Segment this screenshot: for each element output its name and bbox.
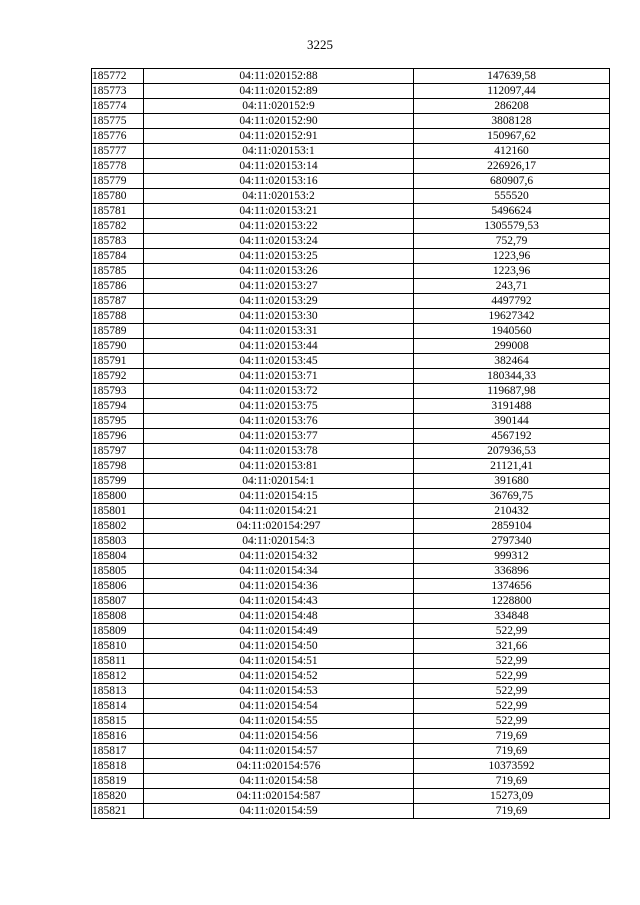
- row-number-cell: 185790: [92, 339, 144, 354]
- cadastral-number-cell: 04:11:020152:88: [144, 69, 414, 84]
- row-number-cell: 185804: [92, 549, 144, 564]
- table-row: [92, 699, 610, 714]
- row-number-cell: 185815: [92, 714, 144, 729]
- table-row: [92, 189, 610, 204]
- table-row: [92, 414, 610, 429]
- row-number-cell: 185788: [92, 309, 144, 324]
- value-cell: 3191488: [414, 399, 610, 414]
- value-cell: 19627342: [414, 309, 610, 324]
- cadastral-number-cell: 04:11:020153:77: [144, 429, 414, 444]
- cadastral-number-cell: 04:11:020154:21: [144, 504, 414, 519]
- row-number-cell: 185796: [92, 429, 144, 444]
- cadastral-number-cell: 04:11:020153:25: [144, 249, 414, 264]
- table-row: [92, 114, 610, 129]
- registry-table-body: [92, 69, 610, 819]
- cadastral-number-cell: 04:11:020154:576: [144, 759, 414, 774]
- table-row: [92, 219, 610, 234]
- table-row: [92, 339, 610, 354]
- table-row: [92, 249, 610, 264]
- value-cell: 243,71: [414, 279, 610, 294]
- value-cell: 752,79: [414, 234, 610, 249]
- cadastral-number-cell: 04:11:020154:53: [144, 684, 414, 699]
- cadastral-number-cell: 04:11:020152:89: [144, 84, 414, 99]
- table-row: [92, 789, 610, 804]
- row-number-cell: 185781: [92, 204, 144, 219]
- value-cell: 719,69: [414, 744, 610, 759]
- cadastral-number-cell: 04:11:020153:45: [144, 354, 414, 369]
- row-number-cell: 185808: [92, 609, 144, 624]
- table-row: [92, 594, 610, 609]
- table-row: [92, 774, 610, 789]
- cadastral-number-cell: 04:11:020154:3: [144, 534, 414, 549]
- table-row: [92, 99, 610, 114]
- cadastral-number-cell: 04:11:020153:72: [144, 384, 414, 399]
- row-number-cell: 185802: [92, 519, 144, 534]
- table-row: [92, 174, 610, 189]
- cadastral-number-cell: 04:11:020154:32: [144, 549, 414, 564]
- cadastral-number-cell: 04:11:020153:14: [144, 159, 414, 174]
- row-number-cell: 185820: [92, 789, 144, 804]
- row-number-cell: 185818: [92, 759, 144, 774]
- cadastral-number-cell: 04:11:020153:21: [144, 204, 414, 219]
- value-cell: 719,69: [414, 774, 610, 789]
- row-number-cell: 185789: [92, 324, 144, 339]
- table-row: [92, 714, 610, 729]
- row-number-cell: 185779: [92, 174, 144, 189]
- row-number-cell: 185809: [92, 624, 144, 639]
- row-number-cell: 185799: [92, 474, 144, 489]
- row-number-cell: 185794: [92, 399, 144, 414]
- table-row: [92, 264, 610, 279]
- cadastral-number-cell: 04:11:020154:43: [144, 594, 414, 609]
- cadastral-number-cell: 04:11:020153:1: [144, 144, 414, 159]
- table-row: [92, 519, 610, 534]
- value-cell: 4497792: [414, 294, 610, 309]
- row-number-cell: 185791: [92, 354, 144, 369]
- row-number-cell: 185773: [92, 84, 144, 99]
- cadastral-number-cell: 04:11:020154:51: [144, 654, 414, 669]
- row-number-cell: 185795: [92, 414, 144, 429]
- cadastral-number-cell: 04:11:020153:76: [144, 414, 414, 429]
- value-cell: 10373592: [414, 759, 610, 774]
- value-cell: 1374656: [414, 579, 610, 594]
- row-number-cell: 185806: [92, 579, 144, 594]
- table-row: [92, 474, 610, 489]
- cadastral-number-cell: 04:11:020153:24: [144, 234, 414, 249]
- table-row: [92, 144, 610, 159]
- row-number-cell: 185780: [92, 189, 144, 204]
- row-number-cell: 185787: [92, 294, 144, 309]
- row-number-cell: 185814: [92, 699, 144, 714]
- table-row: [92, 159, 610, 174]
- row-number-cell: 185793: [92, 384, 144, 399]
- cadastral-number-cell: 04:11:020153:81: [144, 459, 414, 474]
- value-cell: 2797340: [414, 534, 610, 549]
- cadastral-number-cell: 04:11:020154:48: [144, 609, 414, 624]
- cadastral-number-cell: 04:11:020153:26: [144, 264, 414, 279]
- value-cell: 382464: [414, 354, 610, 369]
- value-cell: 299008: [414, 339, 610, 354]
- cadastral-number-cell: 04:11:020154:15: [144, 489, 414, 504]
- cadastral-number-cell: 04:11:020154:59: [144, 804, 414, 819]
- value-cell: 522,99: [414, 669, 610, 684]
- cadastral-number-cell: 04:11:020153:44: [144, 339, 414, 354]
- row-number-cell: 185772: [92, 69, 144, 84]
- value-cell: 1223,96: [414, 264, 610, 279]
- row-number-cell: 185819: [92, 774, 144, 789]
- table-row: [92, 69, 610, 84]
- row-number-cell: 185807: [92, 594, 144, 609]
- row-number-cell: 185797: [92, 444, 144, 459]
- table-row: [92, 744, 610, 759]
- value-cell: 334848: [414, 609, 610, 624]
- value-cell: 391680: [414, 474, 610, 489]
- table-row: [92, 684, 610, 699]
- row-number-cell: 185800: [92, 489, 144, 504]
- cadastral-number-cell: 04:11:020153:16: [144, 174, 414, 189]
- cadastral-number-cell: 04:11:020154:54: [144, 699, 414, 714]
- table-row: [92, 384, 610, 399]
- row-number-cell: 185784: [92, 249, 144, 264]
- cadastral-number-cell: 04:11:020153:27: [144, 279, 414, 294]
- row-number-cell: 185782: [92, 219, 144, 234]
- row-number-cell: 185816: [92, 729, 144, 744]
- value-cell: 522,99: [414, 684, 610, 699]
- cadastral-number-cell: 04:11:020153:30: [144, 309, 414, 324]
- value-cell: 522,99: [414, 624, 610, 639]
- row-number-cell: 185798: [92, 459, 144, 474]
- row-number-cell: 185792: [92, 369, 144, 384]
- value-cell: 2859104: [414, 519, 610, 534]
- table-row: [92, 564, 610, 579]
- table-row: [92, 489, 610, 504]
- cadastral-number-cell: 04:11:020153:29: [144, 294, 414, 309]
- cadastral-number-cell: 04:11:020153:31: [144, 324, 414, 339]
- table-row: [92, 579, 610, 594]
- registry-table: [91, 68, 610, 819]
- value-cell: 555520: [414, 189, 610, 204]
- table-row: [92, 429, 610, 444]
- value-cell: 390144: [414, 414, 610, 429]
- value-cell: 680907,6: [414, 174, 610, 189]
- cadastral-number-cell: 04:11:020153:22: [144, 219, 414, 234]
- row-number-cell: 185801: [92, 504, 144, 519]
- cadastral-number-cell: 04:11:020154:36: [144, 579, 414, 594]
- table-row: [92, 654, 610, 669]
- value-cell: 210432: [414, 504, 610, 519]
- value-cell: 412160: [414, 144, 610, 159]
- row-number-cell: 185810: [92, 639, 144, 654]
- value-cell: 119687,98: [414, 384, 610, 399]
- row-number-cell: 185817: [92, 744, 144, 759]
- value-cell: 112097,44: [414, 84, 610, 99]
- table-row: [92, 279, 610, 294]
- table-row: [92, 294, 610, 309]
- cadastral-number-cell: 04:11:020154:49: [144, 624, 414, 639]
- value-cell: 3808128: [414, 114, 610, 129]
- table-row: [92, 549, 610, 564]
- value-cell: 522,99: [414, 714, 610, 729]
- row-number-cell: 185786: [92, 279, 144, 294]
- value-cell: 286208: [414, 99, 610, 114]
- table-row: [92, 354, 610, 369]
- value-cell: 180344,33: [414, 369, 610, 384]
- table-row: [92, 129, 610, 144]
- table-row: [92, 624, 610, 639]
- table-row: [92, 84, 610, 99]
- cadastral-number-cell: 04:11:020154:58: [144, 774, 414, 789]
- value-cell: 150967,62: [414, 129, 610, 144]
- cadastral-number-cell: 04:11:020154:56: [144, 729, 414, 744]
- cadastral-number-cell: 04:11:020152:90: [144, 114, 414, 129]
- cadastral-number-cell: 04:11:020153:71: [144, 369, 414, 384]
- value-cell: 719,69: [414, 804, 610, 819]
- row-number-cell: 185777: [92, 144, 144, 159]
- value-cell: 1940560: [414, 324, 610, 339]
- table-row: [92, 759, 610, 774]
- value-cell: 1305579,53: [414, 219, 610, 234]
- page-number: 3225: [307, 37, 333, 52]
- value-cell: 522,99: [414, 699, 610, 714]
- cadastral-number-cell: 04:11:020152:9: [144, 99, 414, 114]
- cadastral-number-cell: 04:11:020154:297: [144, 519, 414, 534]
- cadastral-number-cell: 04:11:020154:50: [144, 639, 414, 654]
- value-cell: 522,99: [414, 654, 610, 669]
- table-row: [92, 534, 610, 549]
- cadastral-number-cell: 04:11:020154:52: [144, 669, 414, 684]
- value-cell: 21121,41: [414, 459, 610, 474]
- value-cell: 4567192: [414, 429, 610, 444]
- cadastral-number-cell: 04:11:020153:75: [144, 399, 414, 414]
- table-row: [92, 204, 610, 219]
- table-row: [92, 729, 610, 744]
- cadastral-number-cell: 04:11:020154:55: [144, 714, 414, 729]
- cadastral-number-cell: 04:11:020153:2: [144, 189, 414, 204]
- table-row: [92, 504, 610, 519]
- value-cell: 1228800: [414, 594, 610, 609]
- row-number-cell: 185812: [92, 669, 144, 684]
- value-cell: 1223,96: [414, 249, 610, 264]
- value-cell: 15273,09: [414, 789, 610, 804]
- row-number-cell: 185805: [92, 564, 144, 579]
- row-number-cell: 185813: [92, 684, 144, 699]
- cadastral-number-cell: 04:11:020154:1: [144, 474, 414, 489]
- value-cell: 226926,17: [414, 159, 610, 174]
- value-cell: 719,69: [414, 729, 610, 744]
- row-number-cell: 185778: [92, 159, 144, 174]
- value-cell: 5496624: [414, 204, 610, 219]
- table-row: [92, 669, 610, 684]
- row-number-cell: 185803: [92, 534, 144, 549]
- value-cell: 999312: [414, 549, 610, 564]
- cadastral-number-cell: 04:11:020154:34: [144, 564, 414, 579]
- value-cell: 207936,53: [414, 444, 610, 459]
- row-number-cell: 185785: [92, 264, 144, 279]
- table-row: [92, 309, 610, 324]
- table-row: [92, 804, 610, 819]
- cadastral-number-cell: 04:11:020152:91: [144, 129, 414, 144]
- table-row: [92, 444, 610, 459]
- table-row: [92, 399, 610, 414]
- table-row: [92, 459, 610, 474]
- row-number-cell: 185783: [92, 234, 144, 249]
- table-row: [92, 369, 610, 384]
- value-cell: 336896: [414, 564, 610, 579]
- value-cell: 147639,58: [414, 69, 610, 84]
- table-row: [92, 234, 610, 249]
- table-row: [92, 324, 610, 339]
- cadastral-number-cell: 04:11:020153:78: [144, 444, 414, 459]
- row-number-cell: 185775: [92, 114, 144, 129]
- cadastral-number-cell: 04:11:020154:57: [144, 744, 414, 759]
- row-number-cell: 185811: [92, 654, 144, 669]
- row-number-cell: 185774: [92, 99, 144, 114]
- row-number-cell: 185821: [92, 804, 144, 819]
- value-cell: 321,66: [414, 639, 610, 654]
- table-row: [92, 639, 610, 654]
- value-cell: 36769,75: [414, 489, 610, 504]
- cadastral-number-cell: 04:11:020154:587: [144, 789, 414, 804]
- row-number-cell: 185776: [92, 129, 144, 144]
- table-row: [92, 609, 610, 624]
